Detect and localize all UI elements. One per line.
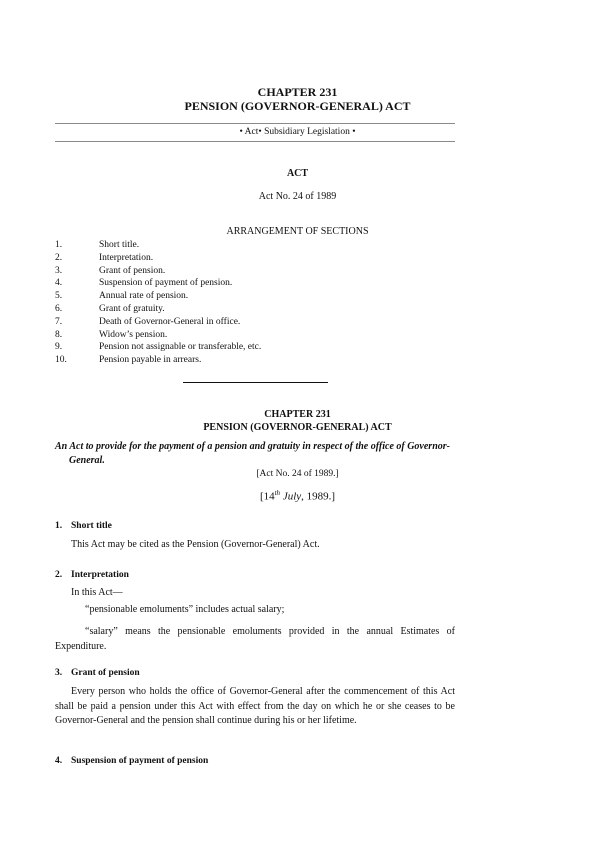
toc-title: Death of Governor-General in office. — [99, 316, 241, 327]
definition-paragraph: “salary” means the pensionable emoluments provided in the annual Estimates of Expenditure. — [55, 626, 455, 652]
section-paragraph: In this Act— — [71, 587, 123, 598]
section-title: Suspension of payment of pension — [71, 756, 209, 766]
section-number: 3. — [55, 668, 63, 678]
toc-item[interactable] — [55, 329, 475, 342]
act-number: Act No. 24 of 1989 — [258, 191, 337, 202]
arrangement-heading: ARRANGEMENT OF SECTIONS — [226, 226, 369, 237]
date-month: July — [280, 490, 302, 503]
commencement-date — [0, 489, 595, 503]
toc-title: Widow’s pension. — [99, 329, 168, 340]
top-rule — [55, 123, 455, 124]
section-number: 1. — [55, 521, 63, 531]
toc-number: 1. — [55, 240, 63, 250]
toc-item[interactable] — [55, 316, 475, 329]
section-title: Short title — [71, 521, 112, 531]
act-heading: ACT — [286, 168, 309, 179]
toc-title: Grant of pension. — [99, 265, 166, 276]
navigation-links[interactable]: • Act• Subsidiary Legislation • — [239, 127, 356, 137]
section-title: Grant of pension — [71, 668, 140, 678]
toc-number: 9. — [55, 342, 63, 353]
date-suffix: , 1989.] — [301, 490, 336, 503]
toc-item[interactable] — [55, 290, 475, 303]
toc-item[interactable] — [55, 354, 475, 367]
toc-title: Interpretation. — [99, 252, 154, 263]
act-reference: [Act No. 24 of 1989.] — [256, 469, 339, 479]
body-chapter-heading: CHAPTER 231 — [264, 409, 331, 420]
toc-item[interactable] — [55, 341, 475, 354]
toc-item[interactable] — [55, 277, 475, 290]
toc-title: Suspension of payment of pension. — [99, 278, 233, 289]
toc-number: 10. — [55, 355, 67, 366]
section-number: 2. — [55, 570, 63, 580]
toc-title: Grant of gratuity. — [99, 303, 165, 314]
section-heading-grant-of-pension — [55, 668, 140, 678]
toc-number: 2. — [55, 252, 63, 263]
toc-title: Pension payable in arrears. — [99, 355, 202, 366]
toc-item[interactable] — [55, 239, 475, 252]
section-title: Interpretation — [71, 570, 129, 580]
body-act-title: PENSION (GOVERNOR-GENERAL) ACT — [203, 422, 392, 433]
toc-title: Pension not assignable or transferable, etc. — [99, 342, 262, 353]
toc-item[interactable] — [55, 252, 475, 265]
toc-title: Short title. — [99, 240, 140, 250]
section-paragraph: Every person who holds the office of Governor-General after the commencement of this Act shall be paid a pension under this Act with effect from the day on which he or she ceases to be Governor-General and the pension shall continue during his or her lifetime. — [55, 686, 455, 726]
bottom-rule — [55, 141, 455, 142]
section-divider — [183, 382, 328, 383]
date-prefix: [14 — [259, 490, 275, 503]
definition-paragraph: “pensionable emoluments” includes actual salary; — [85, 604, 285, 615]
sections-list — [55, 239, 475, 367]
section-paragraph: This Act may be cited as the Pension (Governor-General) Act. — [71, 539, 320, 550]
section-number: 4. — [55, 756, 63, 766]
toc-number: 3. — [55, 265, 63, 276]
section-heading-suspension — [55, 756, 208, 766]
long-title: An Act to provide for the payment of a pension and gratuity in respect of the office of Governor-General. — [55, 441, 450, 466]
toc-number: 6. — [55, 303, 63, 314]
section-heading-short-title — [55, 521, 112, 531]
toc-number: 4. — [55, 278, 63, 289]
toc-item[interactable] — [55, 303, 475, 316]
toc-title: Annual rate of pension. — [99, 291, 189, 302]
toc-number: 7. — [55, 316, 63, 327]
section-heading-interpretation — [55, 570, 129, 580]
chapter-heading: CHAPTER 231 — [257, 85, 338, 99]
toc-item[interactable] — [55, 265, 475, 278]
act-title: PENSION (GOVERNOR-GENERAL) ACT — [184, 99, 411, 113]
toc-number: 8. — [55, 329, 63, 340]
date-superscript: th — [274, 489, 281, 497]
toc-number: 5. — [55, 291, 63, 302]
